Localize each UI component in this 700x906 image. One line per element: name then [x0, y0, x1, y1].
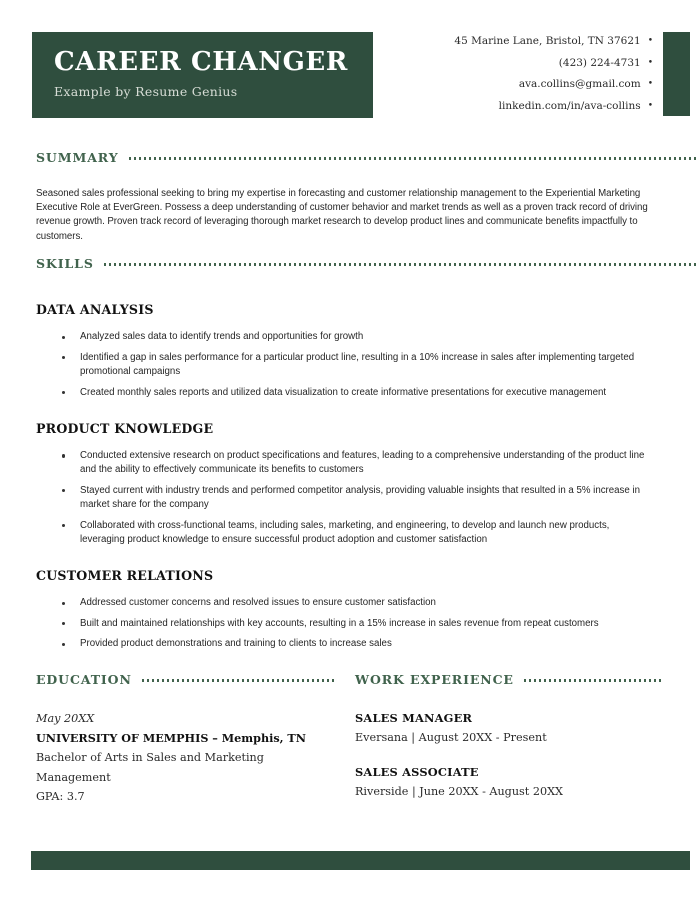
skills-heading-row: [36, 256, 698, 271]
job-entry: [355, 709, 664, 747]
skill-bullet-list: [36, 330, 676, 400]
footer-accent-bar: [31, 851, 690, 870]
list-item: Identified a gap in sales performance for a particular product line, resulting in a 10% increase in sales after implementing targeted promotional campaigns: [36, 351, 676, 379]
candidate-name: CAREER CHANGER: [54, 47, 348, 77]
summary-heading: SUMMARY: [36, 150, 119, 165]
list-item: Created monthly sales reports and utilized data visualization to create informative presentations for executive management: [36, 386, 676, 400]
skill-group-title: CUSTOMER RELATIONS: [36, 568, 214, 584]
contact-linkedin[interactable]: [454, 96, 653, 118]
contact-address-text: 45 Marine Lane, Bristol, TN 37621: [454, 35, 641, 47]
list-item: Provided product demonstrations and training to clients to increase sales: [36, 637, 676, 651]
work-experience-heading-row: [355, 672, 664, 687]
skill-bullet-list: [36, 596, 676, 652]
job-title: SALES MANAGER: [355, 711, 473, 725]
education-entry: [36, 709, 336, 807]
candidate-subtitle: Example by Resume Genius: [54, 84, 238, 99]
skill-group: [36, 302, 698, 400]
list-item: Analyzed sales data to identify trends and opportunities for growth: [36, 330, 676, 344]
job-title: SALES ASSOCIATE: [355, 765, 479, 779]
job-entry: [355, 763, 664, 801]
bullet-icon: •: [647, 36, 653, 46]
dotted-rule: [524, 679, 664, 682]
contact-info: [454, 31, 653, 117]
list-item: Conducted extensive research on product specifications and features, leading to a comprehensive understanding of the product line and the ability to effectively communicate its benefits to customers: [36, 449, 651, 477]
education-section: [36, 672, 336, 807]
skill-group-title: PRODUCT KNOWLEDGE: [36, 420, 214, 436]
contact-phone: [454, 53, 653, 75]
skill-bullet-list: [36, 449, 651, 547]
contact-linkedin-text: linkedin.com/in/ava-collins: [498, 99, 641, 112]
work-experience-heading: WORK EXPERIENCE: [355, 672, 514, 687]
summary-heading-row: [36, 150, 698, 165]
list-item: Addressed customer concerns and resolved issues to ensure customer satisfaction: [36, 596, 676, 610]
bullet-icon: •: [647, 57, 653, 68]
job-meta: Riverside | June 20XX - August 20XX: [355, 785, 564, 798]
skills-section: [36, 256, 698, 658]
dotted-rule: [142, 679, 336, 682]
education-degree: Bachelor of Arts in Sales and Marketing Management: [36, 751, 264, 784]
education-gpa: GPA: 3.7: [36, 790, 85, 803]
skill-group-title: DATA ANALYSIS: [36, 302, 154, 317]
skill-group: [36, 421, 698, 547]
education-school: UNIVERSITY OF MEMPHIS – Memphis, TN: [36, 730, 306, 745]
contact-phone-text: (423) 224-4731: [558, 56, 641, 69]
spacer: [355, 747, 664, 763]
dotted-rule: [104, 263, 698, 266]
list-item: Built and maintained relationships with key accounts, resulting in a 15% increase in sales revenue from repeat customers: [36, 617, 676, 631]
name-banner: [32, 32, 373, 118]
header-accent-bar: [663, 32, 690, 116]
contact-email-text: ava.collins@gmail.com: [518, 78, 641, 90]
skill-group: [36, 568, 698, 652]
list-item: Collaborated with cross-functional teams, including sales, marketing, and engineering, to develop and launch new products, leveraging product knowledge to ensure successful product adoption and customer satisfaction: [36, 519, 651, 547]
education-heading-row: [36, 672, 336, 687]
contact-address: [454, 31, 653, 53]
list-item: Stayed current with industry trends and performed competitor analysis, providing valuable insights that resulted in a 5% increase in market share for the company: [36, 484, 651, 512]
skills-heading: SKILLS: [36, 256, 94, 271]
summary-text: Seasoned sales professional seeking to bring my expertise in forecasting and customer relationship management to the Experiential Marketing Executive Role at EverGreen. Possess a deep understanding of customer behavior and market trends as well as a proven track record of driving revenue growth. Proven track record of leveraging thorough market research to develop product lines and communicate benefits impactfully to customers.: [36, 188, 648, 242]
contact-email[interactable]: [454, 74, 653, 96]
summary-section: [36, 150, 698, 244]
resume-header: [0, 0, 700, 130]
bullet-icon: •: [647, 79, 653, 89]
education-heading: EDUCATION: [36, 672, 132, 687]
work-experience-section: [355, 672, 664, 801]
bullet-icon: •: [647, 100, 653, 111]
job-meta: Eversana | August 20XX - Present: [355, 731, 547, 744]
dotted-rule: [129, 157, 698, 160]
education-date: May 20XX: [36, 712, 95, 725]
